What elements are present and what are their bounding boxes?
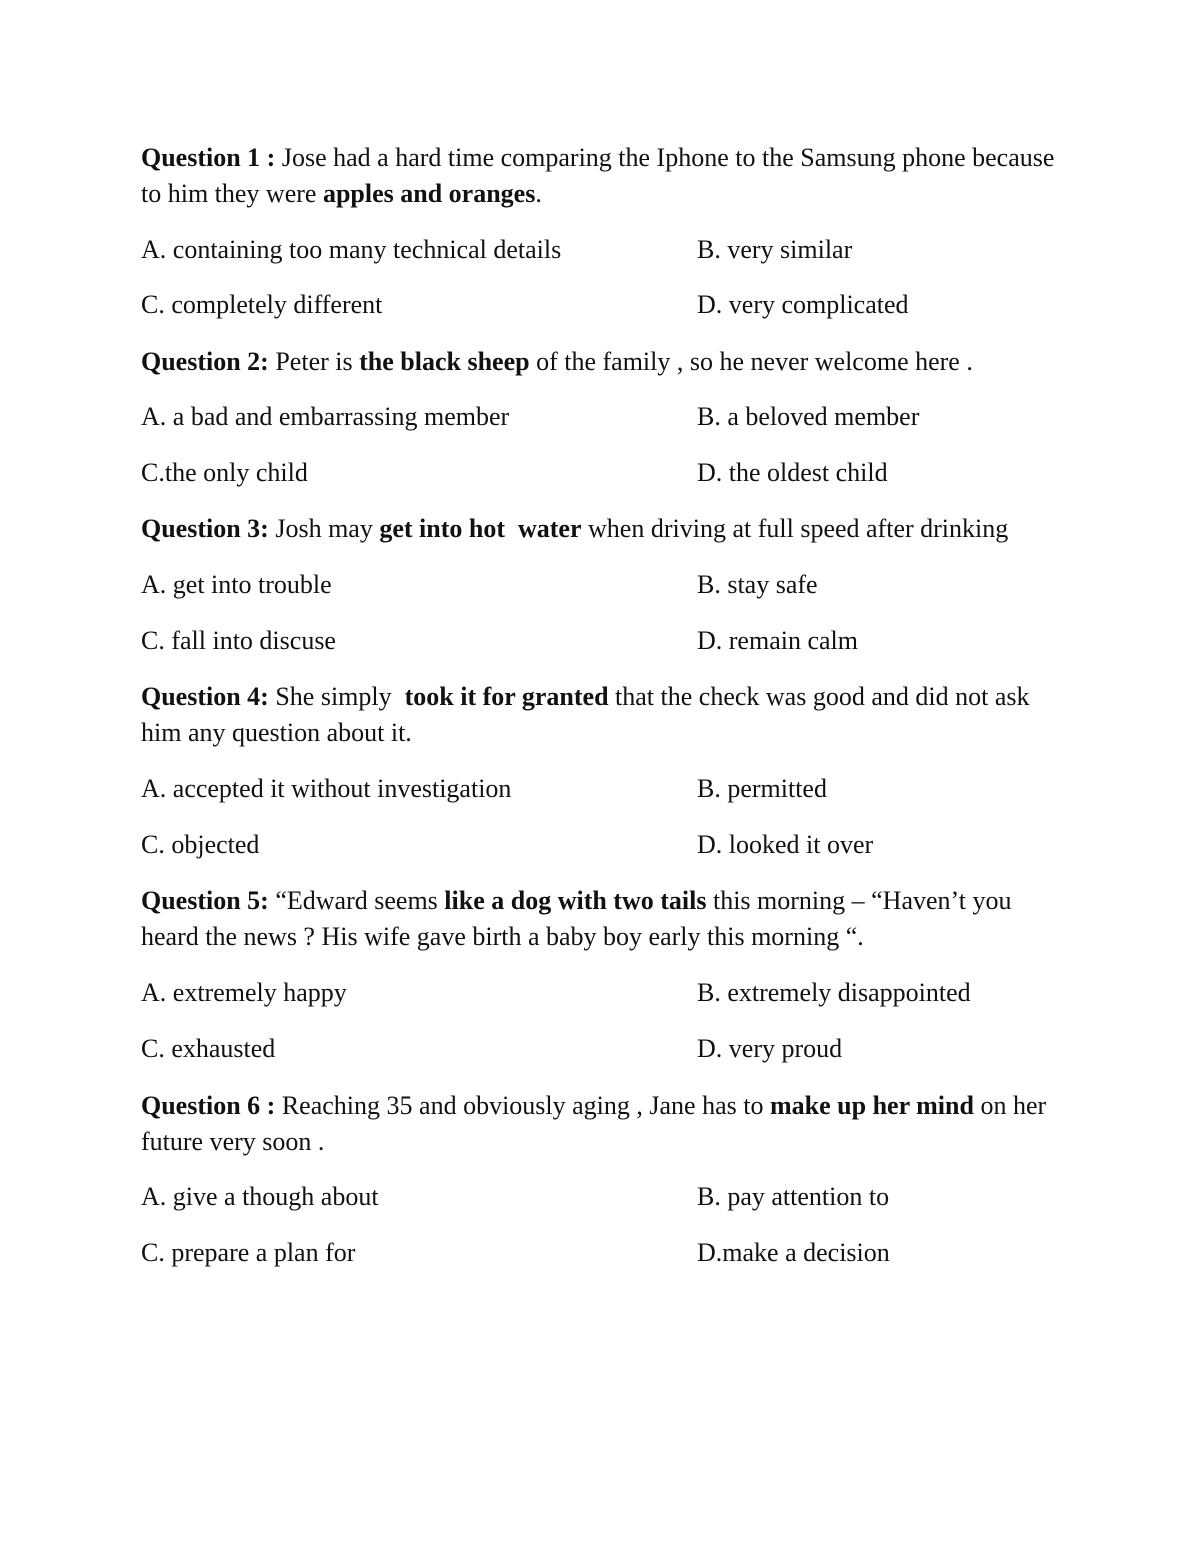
option-b: B. extremely disappointed <box>697 978 971 1007</box>
question-label: Question 6 : <box>141 1091 276 1120</box>
option-d: D. very proud <box>697 1034 843 1063</box>
question-label: Question 3: <box>141 514 269 543</box>
idiom-highlight: took it for granted <box>404 682 609 711</box>
question-1 <box>141 140 1071 212</box>
option-a: A. give a though about <box>141 1182 379 1211</box>
option-a: A. get into trouble <box>141 570 332 599</box>
idiom-highlight: the black sheep <box>359 347 530 376</box>
option-d: D. remain calm <box>697 626 858 655</box>
question-4 <box>141 679 1071 751</box>
question-text: that the check was good and did not ask him any question about it. <box>141 682 1030 747</box>
question-3 <box>141 511 1101 547</box>
question-text: Reaching 35 and obviously aging , Jane has to <box>275 1091 770 1120</box>
option-b: B. stay safe <box>697 570 818 599</box>
question-label: Question 4: <box>141 682 269 711</box>
option-b: B. a beloved member <box>697 402 920 431</box>
option-a: A. containing too many technical details <box>141 235 562 264</box>
question-2 <box>141 344 1071 380</box>
question-text: when driving at full speed after drinking <box>581 514 1009 543</box>
option-c: C. fall into discuse <box>141 626 336 655</box>
question-5 <box>141 883 1071 955</box>
option-c: C.the only child <box>141 458 308 487</box>
option-c: C. exhausted <box>141 1034 276 1063</box>
question-6 <box>141 1088 1071 1160</box>
idiom-highlight: make up her mind <box>769 1091 974 1120</box>
question-label: Question 5: <box>141 886 269 915</box>
question-text: Josh may <box>268 514 380 543</box>
option-a: A. extremely happy <box>141 978 347 1007</box>
idiom-highlight: like a dog with two tails <box>444 886 707 915</box>
question-text: of the family , so he never welcome here . <box>529 347 973 376</box>
option-a: A. accepted it without investigation <box>141 774 512 803</box>
option-b: B. permitted <box>697 774 827 803</box>
option-d: D.make a decision <box>697 1238 890 1267</box>
option-c: C. prepare a plan for <box>141 1238 356 1267</box>
question-text: She simply <box>268 682 405 711</box>
question-text: . <box>535 179 542 208</box>
question-text: this morning – “Haven’t you heard the news ? His wife gave birth a baby boy early this morning “. <box>141 886 1012 951</box>
option-a: A. a bad and embarrassing member <box>141 402 510 431</box>
option-b: B. very similar <box>697 235 853 264</box>
option-c: C. completely different <box>141 290 383 319</box>
option-d: D. very complicated <box>697 290 909 319</box>
question-text: Jose had a hard time comparing the Iphone to the Samsung phone because to him they were <box>141 143 1055 208</box>
question-label: Question 1 : <box>141 143 276 172</box>
option-d: D. looked it over <box>697 830 874 859</box>
option-c: C. objected <box>141 830 260 859</box>
idiom-highlight: apples and oranges <box>322 179 536 208</box>
idiom-highlight: get into hot water <box>379 514 582 543</box>
question-text: Peter is <box>268 347 360 376</box>
question-label: Question 2: <box>141 347 269 376</box>
option-d: D. the oldest child <box>697 458 888 487</box>
question-text: “Edward seems <box>268 886 445 915</box>
option-b: B. pay attention to <box>697 1182 890 1211</box>
question-text: on her future very soon . <box>141 1091 1047 1156</box>
